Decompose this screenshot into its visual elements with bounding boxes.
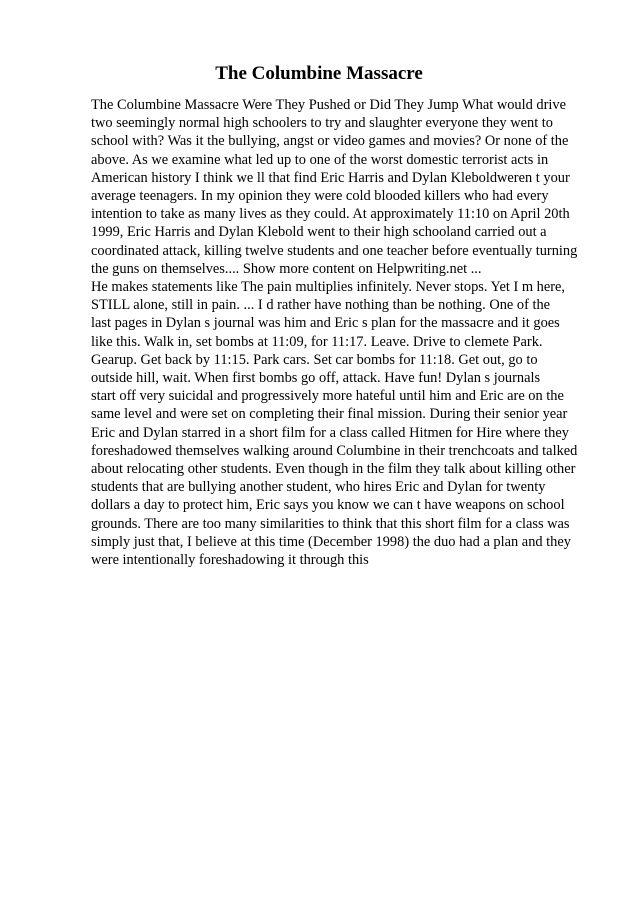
body-line: Eric and Dylan starred in a short film for a class called Hitmen for Hire where they bbox=[91, 424, 569, 441]
document-title: The Columbine Massacre bbox=[215, 63, 423, 84]
body-line: STILL alone, still in pain. ... I d rather have nothing than be nothing. One of the bbox=[91, 297, 551, 314]
body-line: above. As we examine what led up to one of the worst domestic terrorist acts in bbox=[91, 151, 549, 168]
body-line: same level and were set on completing their final mission. During their senior year bbox=[91, 406, 568, 423]
body-line: dollars a day to protect him, Eric says you know we can t have weapons on school bbox=[91, 497, 565, 514]
body-line: simply just that, I believe at this time (December 1998) the duo had a plan and they bbox=[91, 533, 571, 550]
body-line: start off very suicidal and progressively more hateful until him and Eric are on the bbox=[91, 388, 564, 405]
body-line: 1999, Eric Harris and Dylan Klebold went to their high schooland carried out a bbox=[91, 224, 547, 241]
document-body bbox=[91, 96, 585, 569]
body-line: about relocating other students. Even though in the film they talk about killing other bbox=[91, 461, 576, 478]
body-line: last pages in Dylan s journal was him and Eric s plan for the massacre and it goes bbox=[91, 315, 560, 332]
body-line: Gearup. Get back by 11:15. Park cars. Set car bombs for 11:18. Get out, go to bbox=[91, 351, 538, 368]
body-line: school with? Was it the bullying, angst or video games and movies? Or none of the bbox=[91, 133, 569, 150]
body-line: intention to take as many lives as they could. At approximately 11:10 on April 20th bbox=[91, 206, 570, 223]
body-line: grounds. There are too many similarities to think that this short film for a class was bbox=[91, 515, 570, 532]
body-line: coordinated attack, killing twelve students and one teacher before eventually turning bbox=[91, 242, 578, 259]
body-line: were intentionally foreshadowing it through this bbox=[91, 552, 369, 569]
body-line: two seemingly normal high schoolers to try and slaughter everyone they went to bbox=[91, 115, 553, 132]
body-line: foreshadowed themselves walking around Columbine in their trenchcoats and talked bbox=[91, 442, 578, 459]
body-line: average teenagers. In my opinion they were cold blooded killers who had every bbox=[91, 188, 549, 205]
body-line: the guns on themselves.... Show more content on Helpwriting.net ... bbox=[91, 260, 482, 277]
body-line: He makes statements like The pain multiplies infinitely. Never stops. Yet I m here, bbox=[91, 279, 565, 296]
body-line: outside hill, wait. When first bombs go off, attack. Have fun! Dylan s journals bbox=[91, 370, 541, 387]
body-line: students that are bullying another student, who hires Eric and Dylan for twenty bbox=[91, 479, 546, 496]
body-line: like this. Walk in, set bombs at 11:09, for 11:17. Leave. Drive to clemete Park. bbox=[91, 333, 543, 350]
body-line: American history I think we ll that find Eric Harris and Dylan Kleboldweren t your bbox=[91, 169, 570, 186]
body-line: The Columbine Massacre Were They Pushed or Did They Jump What would drive bbox=[91, 97, 566, 113]
